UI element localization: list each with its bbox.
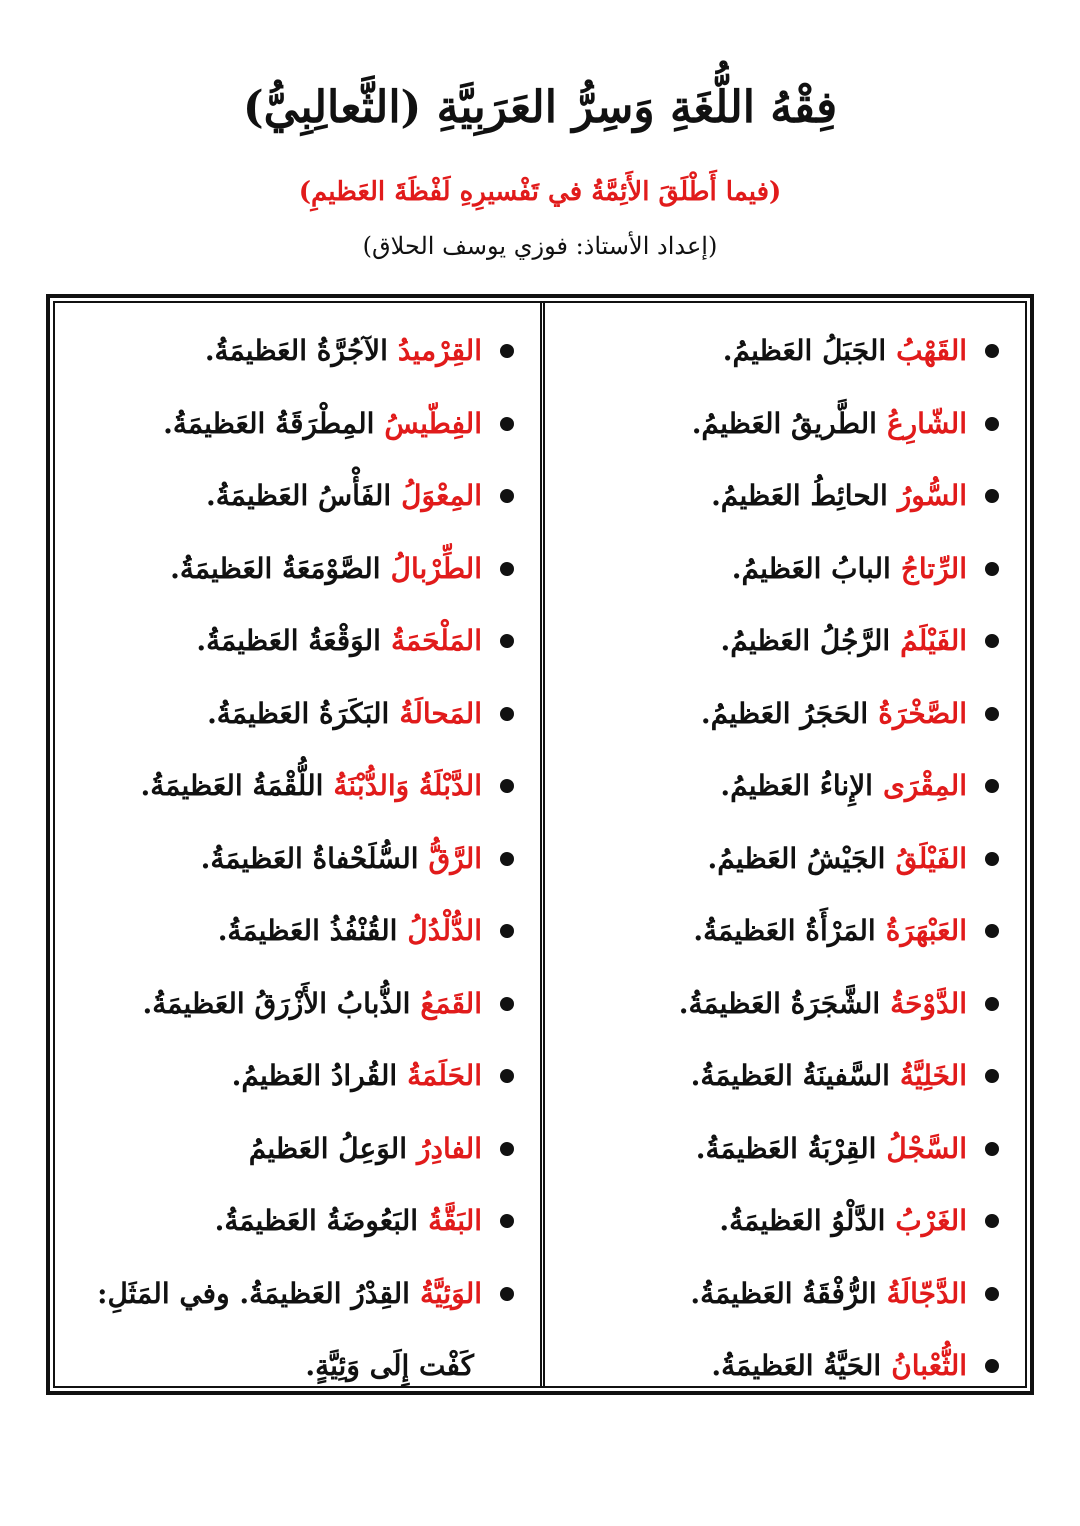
term: القِرْميدُ	[397, 334, 482, 368]
meaning: القِدْرُ العَظيمَةُ. وفي المَثَلِ:	[97, 1276, 410, 1310]
bullet-icon	[500, 1069, 514, 1083]
bullet-icon	[985, 417, 999, 431]
bullet-icon	[985, 634, 999, 648]
list-item	[555, 1185, 999, 1258]
list-item	[555, 460, 999, 533]
list-item	[555, 895, 999, 968]
list-item	[65, 895, 514, 968]
term: المِقْرَى	[882, 769, 967, 803]
bullet-icon	[985, 1287, 999, 1301]
term: البَقَّةُ	[428, 1204, 482, 1238]
term: الغَرْبُ	[895, 1204, 967, 1238]
list-item	[65, 1185, 514, 1258]
meaning: السَّفينَةُ العَظيمَةُ.	[690, 1059, 890, 1093]
meaning: الحَجَرُ العَظيمُ.	[700, 696, 869, 730]
meaning: الطَّريقُ العَظيمُ.	[691, 406, 877, 440]
bullet-icon	[985, 1142, 999, 1156]
list-item	[555, 605, 999, 678]
meaning: المِطْرَقَةُ العَظيمَةُ.	[163, 406, 375, 440]
proverb-line	[65, 1330, 514, 1386]
meaning: القِرْبَةُ العَظيمَةُ.	[695, 1131, 877, 1165]
meaning: الرُّفْقَةُ العَظيمَةُ.	[690, 1276, 877, 1310]
bullet-icon	[500, 1142, 514, 1156]
meaning: الإِناءُ العَظيمُ.	[720, 769, 873, 803]
meaning: الصَّوْمَعَةُ العَظيمَةُ.	[170, 551, 381, 585]
bullet-icon	[985, 852, 999, 866]
proverb-text: كَفْت إِلَى وَئِيَّةٍ.	[305, 1349, 474, 1383]
meaning: اللُّقْمَةُ العَظيمَةُ.	[140, 769, 324, 803]
term: الدَّوْحَةُ	[890, 986, 967, 1020]
list-item	[555, 1330, 999, 1386]
bullet-icon	[500, 634, 514, 648]
term: الصَّخْرَةُ	[878, 696, 967, 730]
list-item	[555, 823, 999, 896]
right-column	[540, 303, 1025, 1386]
bullet-icon	[500, 562, 514, 576]
meaning: الوَقْعَةُ العَظيمَةُ.	[196, 624, 381, 658]
bullet-icon	[985, 344, 999, 358]
glossary-table	[46, 294, 1034, 1395]
meaning: الشَّجَرَةُ العَظيمَةُ.	[678, 986, 881, 1020]
list-item	[555, 315, 999, 388]
term: الفَيْلَمُ	[900, 624, 967, 658]
bullet-icon	[985, 707, 999, 721]
meaning: البابُ العَظيمُ.	[731, 551, 891, 585]
list-item	[65, 533, 514, 606]
list-item	[65, 1040, 514, 1113]
list-item	[65, 1113, 514, 1186]
meaning: الحائِطُ العَظيمُ.	[711, 479, 888, 513]
bullet-icon	[500, 924, 514, 938]
bullet-icon	[985, 1214, 999, 1228]
bullet-icon	[985, 1069, 999, 1083]
meaning: الذُّبابُ الأَزْرَقُ العَظيمَةُ.	[142, 986, 411, 1020]
list-item	[65, 605, 514, 678]
term: المَحالَةُ	[399, 696, 482, 730]
meaning: الحَيَّةُ العَظيمَةُ.	[711, 1349, 882, 1383]
list-item	[555, 533, 999, 606]
list-item	[65, 678, 514, 751]
bullet-icon	[985, 997, 999, 1011]
term: الدُّلْدُلُ	[407, 914, 482, 948]
meaning: القُرادُ العَظيمُ.	[231, 1059, 398, 1093]
bullet-icon	[500, 707, 514, 721]
glossary-table-inner	[53, 301, 1027, 1388]
term: الفادِرُ	[417, 1131, 482, 1165]
author-credit: (إعداد الأستاذ: فوزي يوسف الحلاق)	[362, 232, 718, 260]
term: العَبْهَرَةُ	[885, 914, 967, 948]
bullet-icon	[985, 1359, 999, 1373]
list-item	[65, 968, 514, 1041]
term: القَهْبُ	[896, 334, 967, 368]
term: السُّورُ	[897, 479, 967, 513]
term: الخَلِيَّةُ	[899, 1059, 967, 1093]
list-item	[555, 678, 999, 751]
meaning: الوَعِلُ العَظيمُ	[248, 1131, 407, 1165]
page-title: فِقْهُ اللُّغَةِ وَسِرُّ العَرَبِيَّةِ (الثَّعالِبِيُّ)	[242, 82, 838, 133]
term: المِعْوَلُ	[401, 479, 482, 513]
term: المَلْحَمَةُ	[390, 624, 482, 658]
meaning: المَرْأَةُ العَظيمَةُ.	[693, 914, 876, 948]
list-item	[65, 823, 514, 896]
term: الفَيْلَقُ	[895, 841, 967, 875]
left-column	[55, 303, 540, 1386]
bullet-icon	[500, 1214, 514, 1228]
term: القَمَعُ	[420, 986, 482, 1020]
page-subtitle: (فيما أَطْلَقَ الأَئِمَّةُ في تَفْسيرِهِ لَفْظَةَ العَظيمِ)	[298, 177, 782, 207]
term: الرِّتاجُ	[900, 551, 967, 585]
bullet-icon	[985, 489, 999, 503]
list-item	[555, 1040, 999, 1113]
term: الثُّعْبانُ	[891, 1349, 967, 1383]
bullet-icon	[500, 417, 514, 431]
meaning: الفَأْسُ العَظيمَةُ.	[206, 479, 392, 513]
bullet-icon	[500, 997, 514, 1011]
list-item	[555, 388, 999, 461]
bullet-icon	[985, 779, 999, 793]
term: السَّجْلُ	[886, 1131, 967, 1165]
term: الفِطّيسُ	[384, 406, 482, 440]
meaning: البَعُوضَةُ العَظيمَةُ.	[214, 1204, 419, 1238]
list-item	[65, 388, 514, 461]
list-item	[555, 1258, 999, 1331]
term: الرَّقُّ	[428, 841, 482, 875]
list-item	[65, 1258, 514, 1331]
term: الدَّجّالَةُ	[886, 1276, 967, 1310]
bullet-icon	[500, 852, 514, 866]
meaning: الآجُرَّةُ العَظيمَةُ.	[204, 334, 388, 368]
list-item	[65, 750, 514, 823]
bullet-icon	[500, 344, 514, 358]
list-item	[555, 968, 999, 1041]
bullet-icon	[500, 489, 514, 503]
meaning: الجَيْشُ العَظيمُ.	[707, 841, 886, 875]
bullet-icon	[500, 779, 514, 793]
meaning: الرَّجُلُ العَظيمُ.	[720, 624, 891, 658]
meaning: الدَّلْوُ العَظيمَةُ.	[719, 1204, 886, 1238]
term: الحَلَمَةُ	[407, 1059, 482, 1093]
meaning: البَكَرَةُ العَظيمَةُ.	[207, 696, 390, 730]
bullet-icon	[985, 562, 999, 576]
meaning: السُّلَحْفاةُ العَظيمَةُ.	[200, 841, 419, 875]
term: الوَئِيَّةُ	[419, 1276, 482, 1310]
meaning: الجَبَلُ العَظيمُ.	[722, 334, 887, 368]
list-item	[555, 750, 999, 823]
meaning: القُنْفُذُ العَظيمَةُ.	[217, 914, 398, 948]
term: الشّارِعُ	[886, 406, 967, 440]
bullet-icon	[985, 924, 999, 938]
term: الطِّرْبالُ	[390, 551, 482, 585]
list-item	[65, 460, 514, 533]
term: الدَّبْلَةُ وَالدُّبْنَةُ	[333, 769, 482, 803]
list-item	[65, 315, 514, 388]
bullet-icon	[500, 1287, 514, 1301]
list-item	[555, 1113, 999, 1186]
